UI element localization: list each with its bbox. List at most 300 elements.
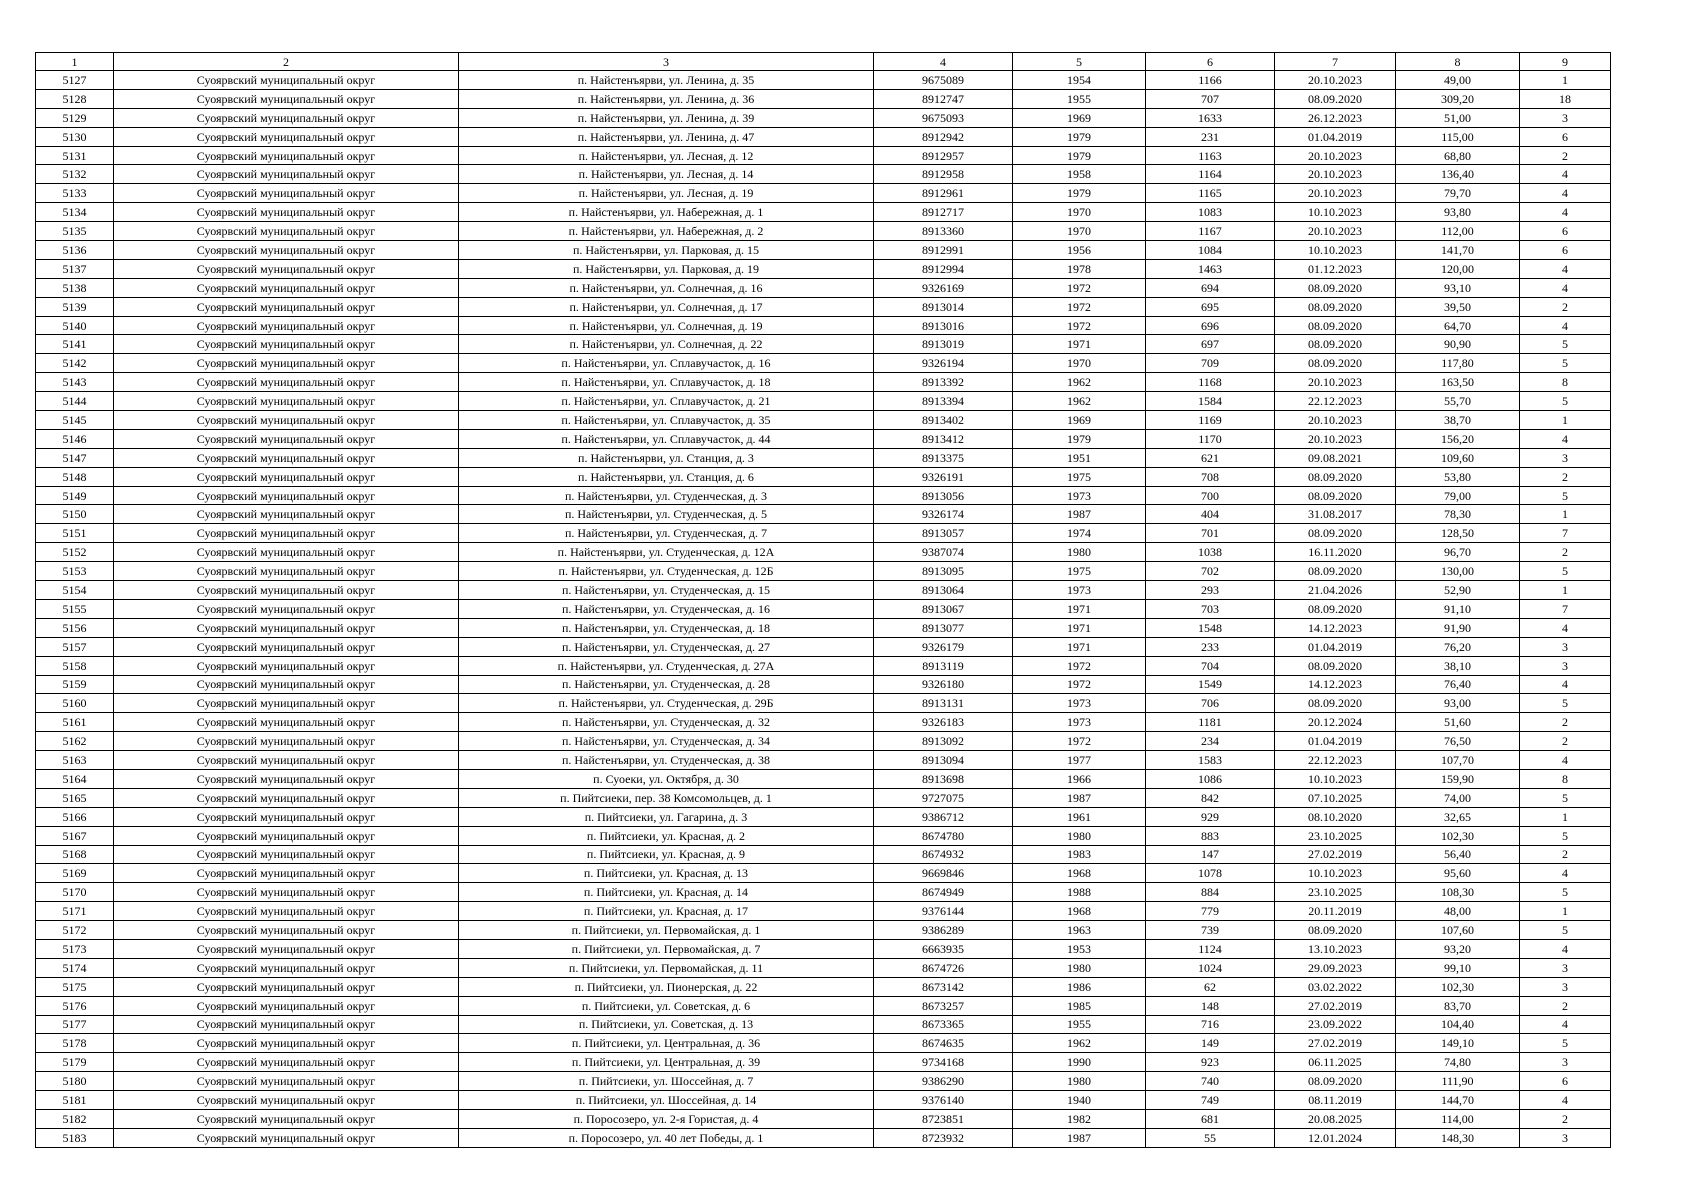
date-cell: 08.09.2020 (1275, 354, 1396, 373)
code-cell: 8673365 (874, 1015, 1013, 1034)
code-cell: 9326179 (874, 637, 1013, 656)
code-cell: 9326180 (874, 675, 1013, 694)
date-cell: 20.10.2023 (1275, 373, 1396, 392)
municipality-cell: Суоярвский муниципальный округ (114, 977, 459, 996)
number-cell: 147 (1146, 845, 1275, 864)
address-cell: п. Найстенъярви, ул. Студенческая, д. 27А (459, 656, 874, 675)
area-cell: 64,70 (1396, 316, 1520, 335)
row-number-cell: 5146 (36, 429, 114, 448)
code-cell: 8913014 (874, 297, 1013, 316)
area-cell: 32,65 (1396, 807, 1520, 826)
row-number-cell: 5172 (36, 921, 114, 940)
count-cell: 4 (1520, 618, 1611, 637)
address-cell: п. Пийтсиеки, пер. 38 Комсомольцев, д. 1 (459, 788, 874, 807)
row-number-cell: 5141 (36, 335, 114, 354)
table-row (36, 996, 1611, 1015)
table-row (36, 826, 1611, 845)
address-cell: п. Найстенъярви, ул. Солнечная, д. 16 (459, 278, 874, 297)
count-cell: 1 (1520, 581, 1611, 600)
number-cell: 883 (1146, 826, 1275, 845)
code-cell: 9376144 (874, 902, 1013, 921)
address-cell: п. Найстенъярви, ул. Парковая, д. 19 (459, 259, 874, 278)
year-cell: 1979 (1013, 146, 1146, 165)
number-cell: 234 (1146, 732, 1275, 751)
municipality-cell: Суоярвский муниципальный округ (114, 1109, 459, 1128)
table-row (36, 581, 1611, 600)
address-cell: п. Найстенъярви, ул. Студенческая, д. 38 (459, 751, 874, 770)
area-cell: 96,70 (1396, 543, 1520, 562)
date-cell: 10.10.2023 (1275, 241, 1396, 260)
table-row (36, 373, 1611, 392)
municipality-cell: Суоярвский муниципальный округ (114, 581, 459, 600)
date-cell: 08.09.2020 (1275, 599, 1396, 618)
number-cell: 1086 (1146, 769, 1275, 788)
count-cell: 6 (1520, 241, 1611, 260)
area-cell: 48,00 (1396, 902, 1520, 921)
year-cell: 1973 (1013, 486, 1146, 505)
count-cell: 1 (1520, 807, 1611, 826)
address-cell: п. Пийтсиеки, ул. Гагарина, д. 3 (459, 807, 874, 826)
table-row (36, 467, 1611, 486)
header-cell: 1 (36, 53, 114, 71)
header-cell: 2 (114, 53, 459, 71)
area-cell: 309,20 (1396, 89, 1520, 108)
count-cell: 4 (1520, 675, 1611, 694)
date-cell: 08.09.2020 (1275, 486, 1396, 505)
year-cell: 1963 (1013, 921, 1146, 940)
table-row (36, 505, 1611, 524)
year-cell: 1979 (1013, 127, 1146, 146)
number-cell: 739 (1146, 921, 1275, 940)
number-cell: 231 (1146, 127, 1275, 146)
number-cell: 1165 (1146, 184, 1275, 203)
date-cell: 20.08.2025 (1275, 1109, 1396, 1128)
count-cell: 3 (1520, 108, 1611, 127)
address-cell: п. Найстенъярви, ул. Студенческая, д. 18 (459, 618, 874, 637)
code-cell: 8913375 (874, 448, 1013, 467)
area-cell: 51,00 (1396, 108, 1520, 127)
code-cell: 9386290 (874, 1072, 1013, 1091)
area-cell: 156,20 (1396, 429, 1520, 448)
number-cell: 621 (1146, 448, 1275, 467)
count-cell: 2 (1520, 1109, 1611, 1128)
date-cell: 06.11.2025 (1275, 1053, 1396, 1072)
count-cell: 5 (1520, 392, 1611, 411)
header-cell: 8 (1396, 53, 1520, 71)
address-cell: п. Найстенъярви, ул. Сплавучасток, д. 35 (459, 411, 874, 430)
municipality-cell: Суоярвский муниципальный округ (114, 902, 459, 921)
area-cell: 120,00 (1396, 259, 1520, 278)
count-cell: 4 (1520, 259, 1611, 278)
row-number-cell: 5150 (36, 505, 114, 524)
table-row (36, 694, 1611, 713)
row-number-cell: 5160 (36, 694, 114, 713)
number-cell: 700 (1146, 486, 1275, 505)
table-row (36, 316, 1611, 335)
code-cell: 9326191 (874, 467, 1013, 486)
address-cell: п. Пийтсиеки, ул. Центральная, д. 36 (459, 1034, 874, 1053)
table-row (36, 543, 1611, 562)
address-cell: п. Найстенъярви, ул. Лесная, д. 12 (459, 146, 874, 165)
date-cell: 08.11.2019 (1275, 1091, 1396, 1110)
number-cell: 149 (1146, 1034, 1275, 1053)
table-row (36, 108, 1611, 127)
date-cell: 08.09.2020 (1275, 694, 1396, 713)
number-cell: 1548 (1146, 618, 1275, 637)
municipality-cell: Суоярвский муниципальный округ (114, 448, 459, 467)
area-cell: 91,90 (1396, 618, 1520, 637)
year-cell: 1979 (1013, 184, 1146, 203)
address-cell: п. Пийтсиеки, ул. Первомайская, д. 7 (459, 939, 874, 958)
address-cell: п. Найстенъярви, ул. Сплавучасток, д. 21 (459, 392, 874, 411)
code-cell: 8912957 (874, 146, 1013, 165)
date-cell: 10.10.2023 (1275, 769, 1396, 788)
number-cell: 62 (1146, 977, 1275, 996)
table-row (36, 222, 1611, 241)
area-cell: 128,50 (1396, 524, 1520, 543)
count-cell: 3 (1520, 1128, 1611, 1147)
code-cell: 8913394 (874, 392, 1013, 411)
municipality-cell: Суоярвский муниципальный округ (114, 637, 459, 656)
row-number-cell: 5153 (36, 562, 114, 581)
date-cell: 12.01.2024 (1275, 1128, 1396, 1147)
area-cell: 78,30 (1396, 505, 1520, 524)
code-cell: 9386712 (874, 807, 1013, 826)
address-cell: п. Найстенъярви, ул. Сплавучасток, д. 44 (459, 429, 874, 448)
area-cell: 90,90 (1396, 335, 1520, 354)
area-cell: 68,80 (1396, 146, 1520, 165)
address-cell: п. Найстенъярви, ул. Студенческая, д. 5 (459, 505, 874, 524)
area-cell: 117,80 (1396, 354, 1520, 373)
area-cell: 39,50 (1396, 297, 1520, 316)
code-cell: 8913016 (874, 316, 1013, 335)
area-cell: 144,70 (1396, 1091, 1520, 1110)
municipality-cell: Суоярвский муниципальный округ (114, 864, 459, 883)
count-cell: 6 (1520, 127, 1611, 146)
row-number-cell: 5128 (36, 89, 114, 108)
count-cell: 4 (1520, 751, 1611, 770)
count-cell: 4 (1520, 1091, 1611, 1110)
address-cell: п. Пийтсиеки, ул. Первомайская, д. 11 (459, 958, 874, 977)
table-row (36, 769, 1611, 788)
year-cell: 1973 (1013, 694, 1146, 713)
area-cell: 76,20 (1396, 637, 1520, 656)
row-number-cell: 5173 (36, 939, 114, 958)
date-cell: 03.02.2022 (1275, 977, 1396, 996)
address-cell: п. Пийтсиеки, ул. Красная, д. 2 (459, 826, 874, 845)
row-number-cell: 5148 (36, 467, 114, 486)
address-cell: п. Найстенъярви, ул. Студенческая, д. 28 (459, 675, 874, 694)
row-number-cell: 5136 (36, 241, 114, 260)
address-cell: п. Пийтсиеки, ул. Красная, д. 9 (459, 845, 874, 864)
municipality-cell: Суоярвский муниципальный округ (114, 1072, 459, 1091)
date-cell: 20.10.2023 (1275, 222, 1396, 241)
address-cell: п. Найстенъярви, ул. Студенческая, д. 15 (459, 581, 874, 600)
address-cell: п. Найстенъярви, ул. Набережная, д. 2 (459, 222, 874, 241)
municipality-cell: Суоярвский муниципальный округ (114, 675, 459, 694)
count-cell: 5 (1520, 562, 1611, 581)
code-cell: 8674932 (874, 845, 1013, 864)
date-cell: 08.09.2020 (1275, 562, 1396, 581)
number-cell: 1078 (1146, 864, 1275, 883)
address-cell: п. Найстенъярви, ул. Сплавучасток, д. 18 (459, 373, 874, 392)
address-cell: п. Найстенъярви, ул. Студенческая, д. 32 (459, 713, 874, 732)
municipality-cell: Суоярвский муниципальный округ (114, 354, 459, 373)
municipality-cell: Суоярвский муниципальный округ (114, 392, 459, 411)
area-cell: 76,50 (1396, 732, 1520, 751)
count-cell: 5 (1520, 788, 1611, 807)
table-row (36, 864, 1611, 883)
area-cell: 93,80 (1396, 203, 1520, 222)
code-cell: 8913412 (874, 429, 1013, 448)
table-row (36, 1109, 1611, 1128)
area-cell: 163,50 (1396, 373, 1520, 392)
year-cell: 1987 (1013, 788, 1146, 807)
code-cell: 8673257 (874, 996, 1013, 1015)
address-cell: п. Найстенъярви, ул. Студенческая, д. 29Б (459, 694, 874, 713)
count-cell: 2 (1520, 732, 1611, 751)
municipality-cell: Суоярвский муниципальный округ (114, 278, 459, 297)
area-cell: 93,20 (1396, 939, 1520, 958)
address-cell: п. Пийтсиеки, ул. Красная, д. 13 (459, 864, 874, 883)
count-cell: 2 (1520, 467, 1611, 486)
area-cell: 79,00 (1396, 486, 1520, 505)
row-number-cell: 5163 (36, 751, 114, 770)
row-number-cell: 5169 (36, 864, 114, 883)
date-cell: 22.12.2023 (1275, 392, 1396, 411)
address-cell: п. Пийтсиеки, ул. Красная, д. 17 (459, 902, 874, 921)
row-number-cell: 5168 (36, 845, 114, 864)
count-cell: 3 (1520, 637, 1611, 656)
table-row (36, 241, 1611, 260)
table-row (36, 411, 1611, 430)
area-cell: 109,60 (1396, 448, 1520, 467)
year-cell: 1972 (1013, 732, 1146, 751)
code-cell: 9675089 (874, 71, 1013, 90)
address-cell: п. Пийтсиеки, ул. Красная, д. 14 (459, 883, 874, 902)
table-row (36, 184, 1611, 203)
header-cell: 4 (874, 53, 1013, 71)
table-row (36, 1053, 1611, 1072)
table-row (36, 637, 1611, 656)
count-cell: 2 (1520, 713, 1611, 732)
count-cell: 5 (1520, 921, 1611, 940)
year-cell: 1953 (1013, 939, 1146, 958)
year-cell: 1980 (1013, 958, 1146, 977)
number-cell: 1084 (1146, 241, 1275, 260)
municipality-cell: Суоярвский муниципальный округ (114, 751, 459, 770)
count-cell: 4 (1520, 429, 1611, 448)
year-cell: 1951 (1013, 448, 1146, 467)
code-cell: 8673142 (874, 977, 1013, 996)
row-number-cell: 5130 (36, 127, 114, 146)
municipality-cell: Суоярвский муниципальный округ (114, 769, 459, 788)
municipality-cell: Суоярвский муниципальный округ (114, 89, 459, 108)
area-cell: 115,00 (1396, 127, 1520, 146)
number-cell: 404 (1146, 505, 1275, 524)
municipality-cell: Суоярвский муниципальный округ (114, 1015, 459, 1034)
header-cell: 6 (1146, 53, 1275, 71)
number-cell: 740 (1146, 1072, 1275, 1091)
code-cell: 8913019 (874, 335, 1013, 354)
date-cell: 20.12.2024 (1275, 713, 1396, 732)
year-cell: 1982 (1013, 1109, 1146, 1128)
table-row (36, 656, 1611, 675)
row-number-cell: 5140 (36, 316, 114, 335)
table-row (36, 732, 1611, 751)
date-cell: 10.10.2023 (1275, 203, 1396, 222)
table-row (36, 486, 1611, 505)
code-cell: 8913402 (874, 411, 1013, 430)
address-cell: п. Найстенъярви, ул. Лесная, д. 19 (459, 184, 874, 203)
count-cell: 6 (1520, 222, 1611, 241)
code-cell: 9386289 (874, 921, 1013, 940)
header-cell: 5 (1013, 53, 1146, 71)
count-cell: 1 (1520, 71, 1611, 90)
address-cell: п. Найстенъярви, ул. Студенческая, д. 16 (459, 599, 874, 618)
address-cell: п. Найстенъярви, ул. Студенческая, д. 3 (459, 486, 874, 505)
municipality-cell: Суоярвский муниципальный округ (114, 127, 459, 146)
area-cell: 102,30 (1396, 826, 1520, 845)
table-row (36, 259, 1611, 278)
count-cell: 4 (1520, 864, 1611, 883)
year-cell: 1955 (1013, 89, 1146, 108)
code-cell: 8912942 (874, 127, 1013, 146)
year-cell: 1973 (1013, 713, 1146, 732)
row-number-cell: 5149 (36, 486, 114, 505)
number-cell: 929 (1146, 807, 1275, 826)
row-number-cell: 5142 (36, 354, 114, 373)
year-cell: 1977 (1013, 751, 1146, 770)
row-number-cell: 5139 (36, 297, 114, 316)
code-cell: 8912717 (874, 203, 1013, 222)
address-cell: п. Пийтсиеки, ул. Шоссейная, д. 14 (459, 1091, 874, 1110)
table-row (36, 618, 1611, 637)
date-cell: 08.09.2020 (1275, 656, 1396, 675)
date-cell: 08.09.2020 (1275, 89, 1396, 108)
code-cell: 8674780 (874, 826, 1013, 845)
row-number-cell: 5131 (36, 146, 114, 165)
code-cell: 8913067 (874, 599, 1013, 618)
number-cell: 706 (1146, 694, 1275, 713)
row-number-cell: 5162 (36, 732, 114, 751)
row-number-cell: 5180 (36, 1072, 114, 1091)
row-number-cell: 5134 (36, 203, 114, 222)
municipality-cell: Суоярвский муниципальный округ (114, 845, 459, 864)
number-cell: 708 (1146, 467, 1275, 486)
year-cell: 1969 (1013, 411, 1146, 430)
number-cell: 696 (1146, 316, 1275, 335)
table-row (36, 562, 1611, 581)
area-cell: 95,60 (1396, 864, 1520, 883)
municipality-cell: Суоярвский муниципальный округ (114, 958, 459, 977)
area-cell: 56,40 (1396, 845, 1520, 864)
code-cell: 8913095 (874, 562, 1013, 581)
municipality-cell: Суоярвский муниципальный округ (114, 1091, 459, 1110)
year-cell: 1971 (1013, 335, 1146, 354)
address-cell: п. Найстенъярви, ул. Солнечная, д. 17 (459, 297, 874, 316)
row-number-cell: 5127 (36, 71, 114, 90)
code-cell: 8913077 (874, 618, 1013, 637)
municipality-cell: Суоярвский муниципальный округ (114, 543, 459, 562)
number-cell: 923 (1146, 1053, 1275, 1072)
address-cell: п. Поросозеро, ул. 40 лет Победы, д. 1 (459, 1128, 874, 1147)
code-cell: 8913056 (874, 486, 1013, 505)
date-cell: 20.10.2023 (1275, 184, 1396, 203)
year-cell: 1978 (1013, 259, 1146, 278)
code-cell: 8912747 (874, 89, 1013, 108)
number-cell: 1633 (1146, 108, 1275, 127)
number-cell: 233 (1146, 637, 1275, 656)
count-cell: 4 (1520, 203, 1611, 222)
municipality-cell: Суоярвский муниципальный округ (114, 222, 459, 241)
year-cell: 1968 (1013, 864, 1146, 883)
table-row (36, 883, 1611, 902)
row-number-cell: 5164 (36, 769, 114, 788)
number-cell: 1167 (1146, 222, 1275, 241)
code-cell: 8913698 (874, 769, 1013, 788)
number-cell: 681 (1146, 1109, 1275, 1128)
date-cell: 29.09.2023 (1275, 958, 1396, 977)
code-cell: 9326183 (874, 713, 1013, 732)
row-number-cell: 5137 (36, 259, 114, 278)
table-row (36, 599, 1611, 618)
municipality-cell: Суоярвский муниципальный округ (114, 108, 459, 127)
table-row (36, 977, 1611, 996)
table-row (36, 448, 1611, 467)
year-cell: 1961 (1013, 807, 1146, 826)
row-number-cell: 5176 (36, 996, 114, 1015)
table-body (36, 71, 1611, 1148)
date-cell: 23.09.2022 (1275, 1015, 1396, 1034)
row-number-cell: 5132 (36, 165, 114, 184)
table-row (36, 429, 1611, 448)
address-cell: п. Пийтсиеки, ул. Центральная, д. 39 (459, 1053, 874, 1072)
area-cell: 148,30 (1396, 1128, 1520, 1147)
code-cell: 9326174 (874, 505, 1013, 524)
row-number-cell: 5155 (36, 599, 114, 618)
count-cell: 5 (1520, 826, 1611, 845)
number-cell: 1181 (1146, 713, 1275, 732)
number-cell: 695 (1146, 297, 1275, 316)
count-cell: 2 (1520, 543, 1611, 562)
municipality-cell: Суоярвский муниципальный округ (114, 656, 459, 675)
municipality-cell: Суоярвский муниципальный округ (114, 165, 459, 184)
area-cell: 76,40 (1396, 675, 1520, 694)
table-row (36, 1128, 1611, 1147)
code-cell: 6663935 (874, 939, 1013, 958)
date-cell: 08.09.2020 (1275, 316, 1396, 335)
address-cell: п. Пийтсиеки, ул. Первомайская, д. 1 (459, 921, 874, 940)
date-cell: 08.09.2020 (1275, 335, 1396, 354)
number-cell: 293 (1146, 581, 1275, 600)
row-number-cell: 5178 (36, 1034, 114, 1053)
date-cell: 20.10.2023 (1275, 71, 1396, 90)
year-cell: 1988 (1013, 883, 1146, 902)
code-cell: 8913360 (874, 222, 1013, 241)
area-cell: 107,60 (1396, 921, 1520, 940)
municipality-cell: Суоярвский муниципальный округ (114, 713, 459, 732)
year-cell: 1985 (1013, 996, 1146, 1015)
count-cell: 5 (1520, 335, 1611, 354)
municipality-cell: Суоярвский муниципальный округ (114, 71, 459, 90)
table-row (36, 392, 1611, 411)
area-cell: 99,10 (1396, 958, 1520, 977)
year-cell: 1972 (1013, 278, 1146, 297)
date-cell: 27.02.2019 (1275, 1034, 1396, 1053)
year-cell: 1969 (1013, 108, 1146, 127)
table-row (36, 1072, 1611, 1091)
